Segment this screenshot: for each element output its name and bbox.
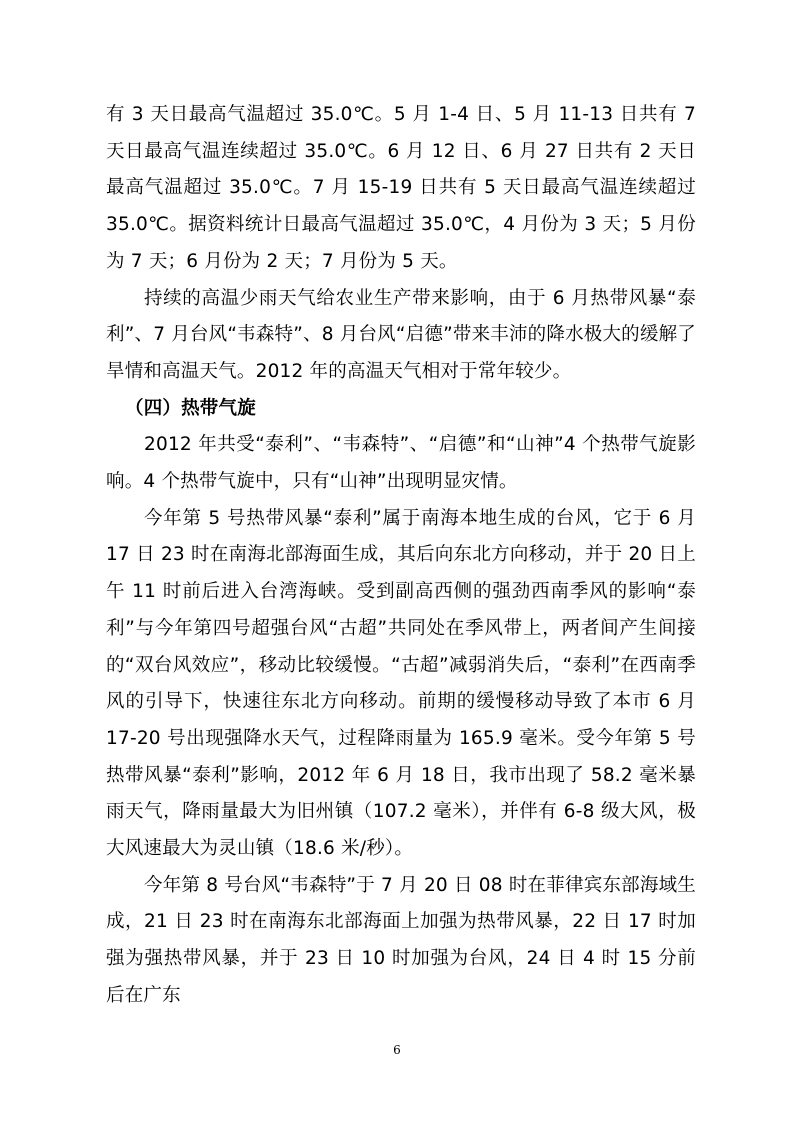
section-heading-tropical-cyclones: （四）热带气旋 [125, 397, 256, 419]
paragraph-high-temperature-days: 有 3 天日最高气温超过 35.0℃。5 月 1-4 日、5 月 11-13 日共有 7 天日最高气温连续超过 35.0℃。6 月 12 日、6 月 27 日共有 2 天日最高气温超过 35.0℃。7 月 15-19 日共有 5 天日最高气温连续超过 35.0℃。据资料统计日最高气温超过 35.0℃，4 月份为 3 天；5 月份为 7 天；6 月份为 2 天；7 月份为 5 天。 [106, 104, 696, 272]
paragraph-typhoon-vicente: 今年第 8 号台风“韦森特”于 7 月 20 日 08 时在菲律宾东部海域生成，21 日 23 时在南海东北部海面上加强为热带风暴，22 日 17 时加强为强热带风暴，并于 23 日 10 时加强为台风，24 日 4 时 15 分前后在广东 [106, 874, 696, 1006]
paragraph-agriculture-impact: 持续的高温少雨天气给农业生产带来影响，由于 6 月热带风暴“泰利”、7 月台风“韦森特”、8 月台风“启德”带来丰沛的降水极大的缓解了旱情和高温天气。2012 年的高温天气相对于常年较少。 [106, 287, 696, 382]
paragraph-cyclone-summary: 2012 年共受“泰利”、“韦森特”、“启德”和“山神”4 个热带气旋影响。4 个热带气旋中，只有“山神”出现明显灾情。 [106, 434, 696, 493]
paragraph-typhoon-taili: 今年第 5 号热带风暴“泰利”属于南海本地生成的台风，它于 6 月 17 日 23 时在南海北部海面生成，其后向东北方向移动，并于 20 日上午 11 时前后进入台湾海峡。受到副高西侧的强劲西南季风的影响“泰利”与今年第四号超强台风“古超”共同处在季风带上，两者间产生间接的“双台风效应”，移动比较缓慢。“古超”减弱消失后，“泰利”在西南季风的引导下，快速往东北方向移动。前期的缓慢移动导致了本市 6 月 17-20 号出现强降水天气，过程降雨量为 165.9 毫米。受今年第 5 号热带风暴“泰利”影响，2012 年 6 月 18 日，我市出现了 58.2 毫米暴雨天气，降雨量最大为旧州镇（107.2 毫米），并伴有 6-8 级大风，极大风速最大为灵山镇（18.6 米/秒）。 [106, 507, 696, 860]
document-body [106, 97, 696, 1015]
page-number: 6 [393, 1043, 401, 1057]
